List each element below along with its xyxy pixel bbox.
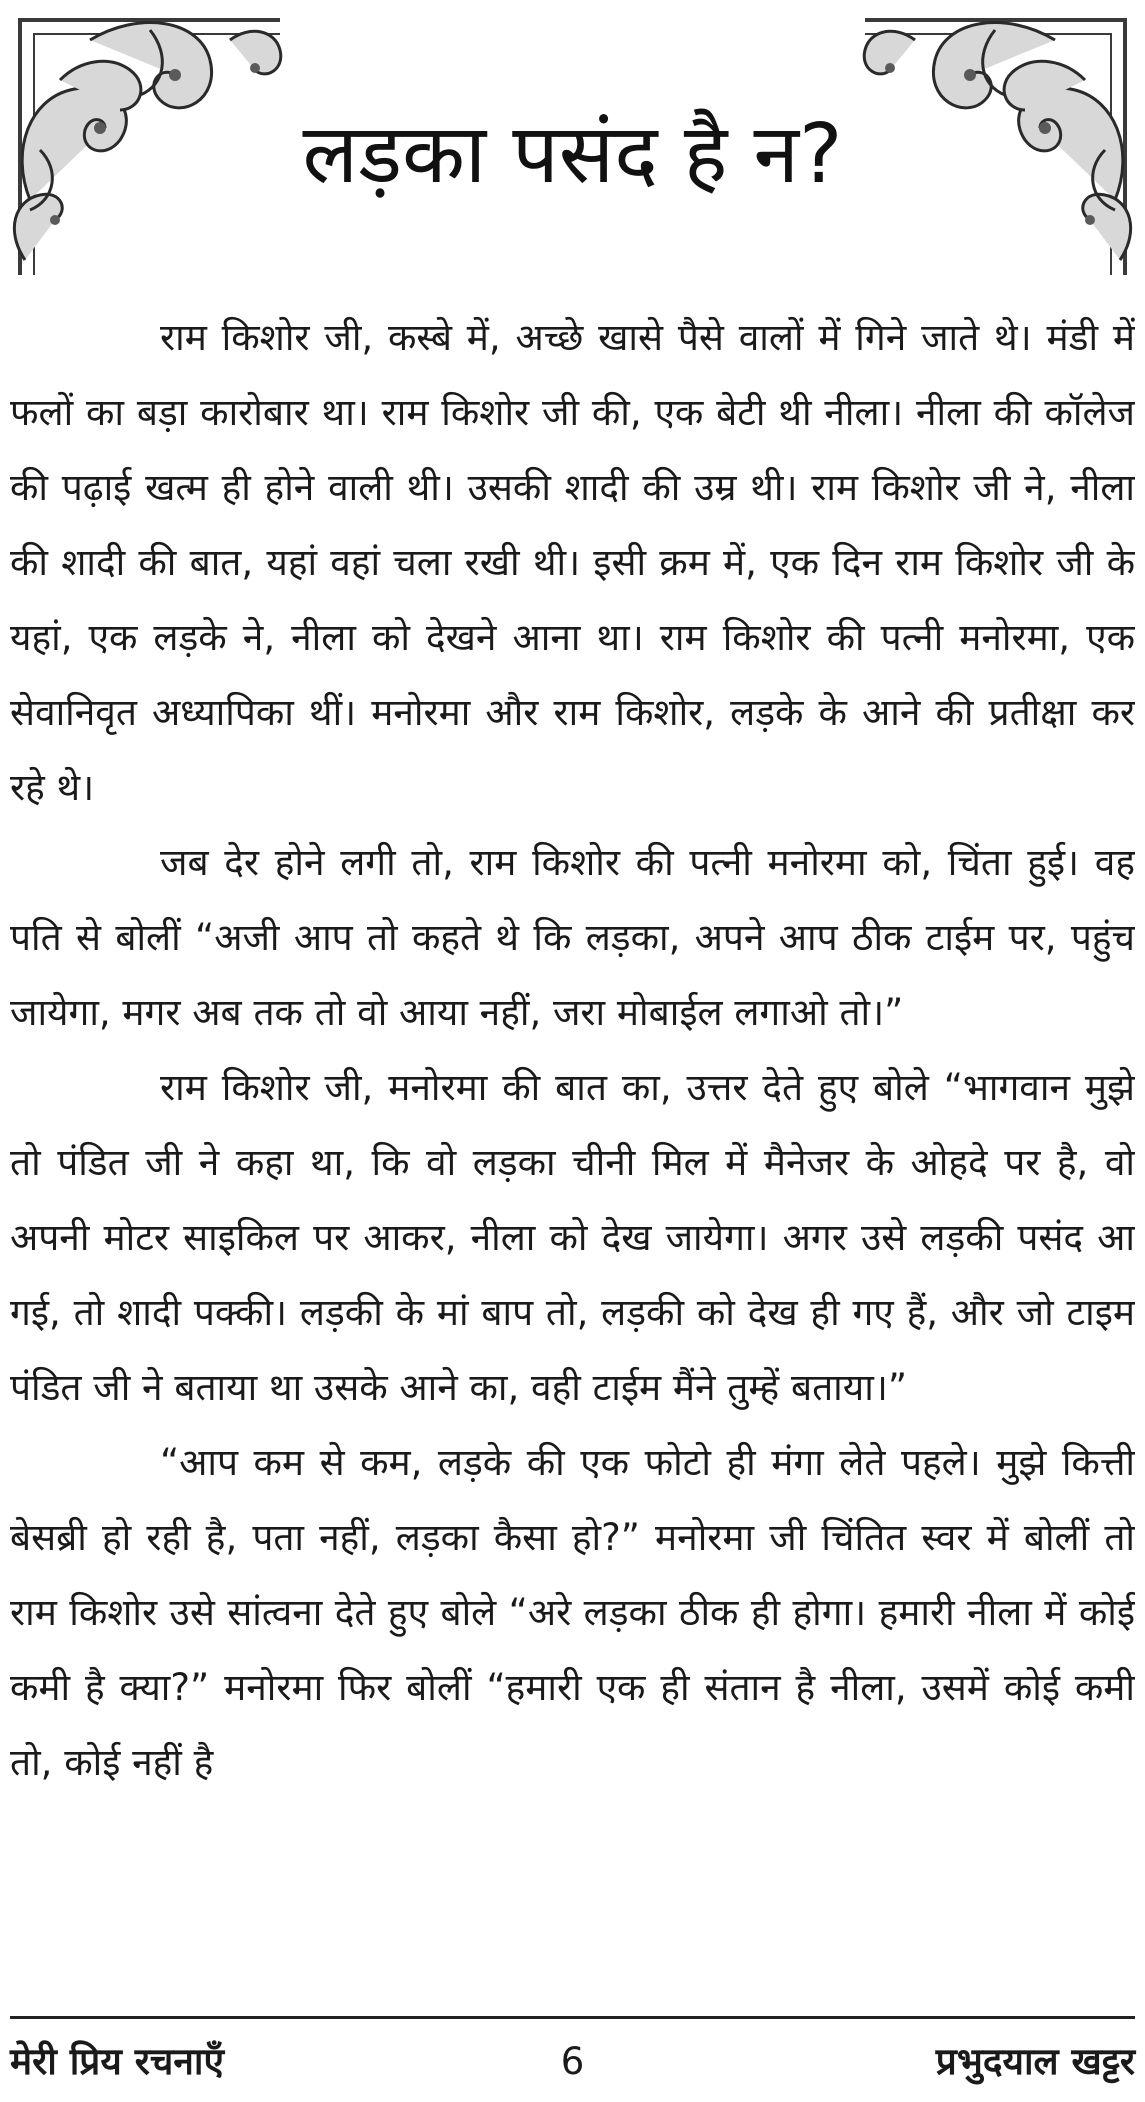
footer-book-title: मेरी प्रिय रचनाएँ bbox=[10, 2040, 224, 2083]
paragraph-2: जब देर होने लगी तो, राम किशोर की पत्नी मनोरमा को, चिंता हुई। वह पति से बोलीं “अजी आप तो कहते थे कि लड़का, अपने आप ठीक टाईम पर, पहुंच जायेगा, मगर अब तक तो वो आया नहीं, जरा मोबाईल लगाओ तो।” bbox=[10, 841, 1135, 1034]
ornamental-corner-right-icon bbox=[855, 0, 1145, 280]
footer-author: प्रभुदयाल खट्टर bbox=[935, 2040, 1135, 2083]
page-footer bbox=[10, 2032, 1135, 2092]
paragraph-3: राम किशोर जी, मनोरमा की बात का, उत्तर देते हुए बोले “भागवान मुझे तो पंडित जी ने कहा था, कि वो लड़का चीनी मिल में मैनेजर के ओहदे पर है, वो अपनी मोटर साइकिल पर आकर, नीला को देख जायेगा। अगर उसे लड़की पसंद आ गई, तो शादी पक्की। लड़की के मां बाप तो, लड़की को देख ही गए हैं, और जो टाइम पंडित जी ने बताया था उसके आने का, वही टाईम मैंने तुम्हें बताया।” bbox=[10, 1066, 1135, 1409]
story-body bbox=[10, 300, 1135, 1980]
ornamental-corner-left-icon bbox=[0, 0, 290, 280]
paragraph-4: “आप कम से कम, लड़के की एक फोटो ही मंगा लेते पहले। मुझे कित्ती बेसब्री हो रही है, पता नहीं, लड़का कैसा हो?” मनोरमा जी चिंतित स्वर में बोलीं तो राम किशोर उसे सांत्वना देते हुए बोले “अरे लड़का ठीक ही होगा। हमारी नीला में कोई कमी है क्या?” मनोरमा फिर बोलीं “हमारी एक ही संतान है नीला, उसमें कोई कमी तो, कोई नहीं है bbox=[10, 1441, 1135, 1784]
footer-divider bbox=[10, 2016, 1135, 2019]
page-title: लड़का पसंद है न? bbox=[302, 107, 843, 202]
footer-page-number: 6 bbox=[560, 2040, 585, 2083]
paragraph-1: राम किशोर जी, कस्बे में, अच्छे खासे पैसे वालों में गिने जाते थे। मंडी में फलों का बड़ा कारोबार था। राम किशोर जी की, एक बेटी थी नीला। नीला की कॉलेज की पढ़ाई खत्म ही होने वाली थी। उसकी शादी की उम्र थी। राम किशोर जी ने, नीला की शादी की बात, यहां वहां चला रखी थी। इसी क्रम में, एक दिन राम किशोर जी के यहां, एक लड़के ने, नीला को देखने आना था। राम किशोर की पत्नी मनोरमा, एक सेवानिवृत अध्यापिका थीं। मनोरमा और राम किशोर, लड़के के आने की प्रतीक्षा कर रहे थे। bbox=[10, 316, 1135, 809]
